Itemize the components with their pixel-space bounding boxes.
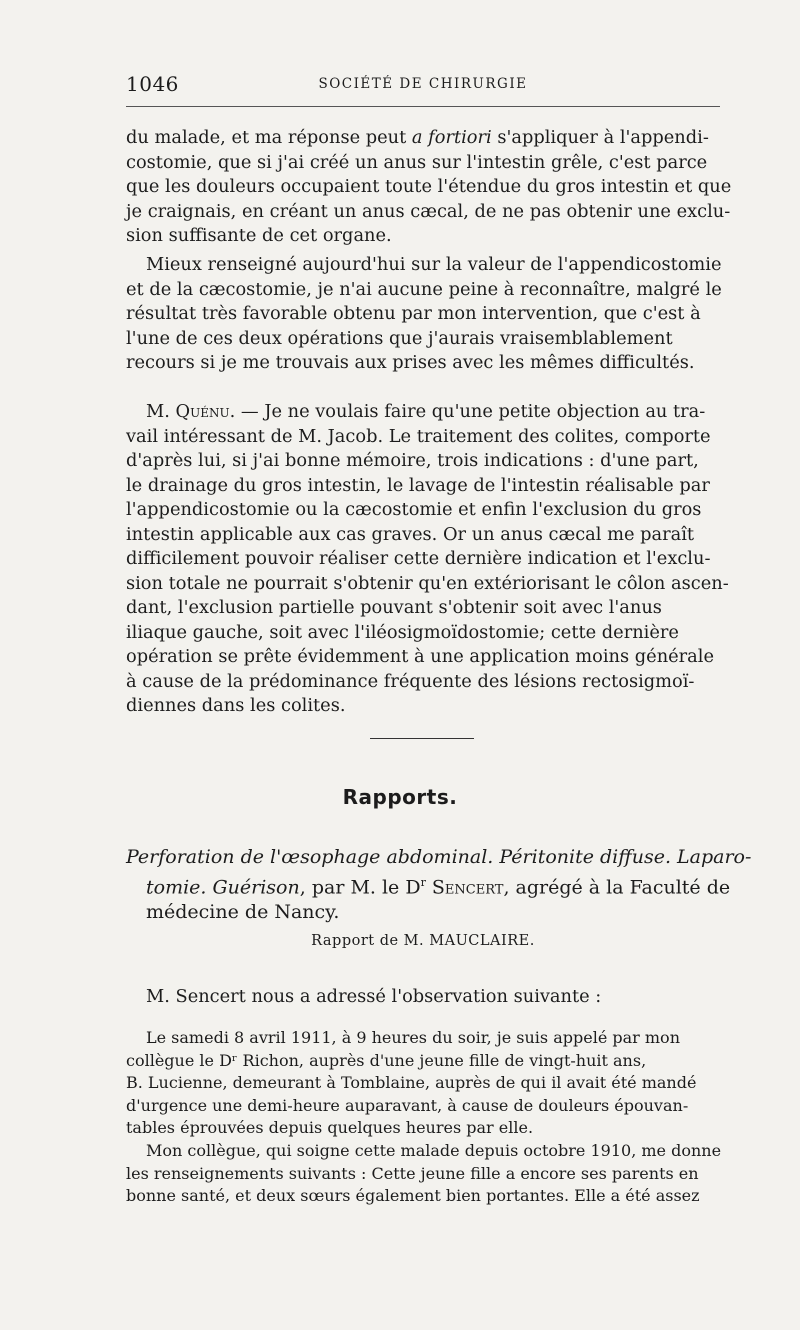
page-number: 1046	[126, 72, 179, 96]
report-title-italic: tomie. Guérison	[146, 876, 300, 899]
observation-paragraph-1	[126, 1027, 722, 1140]
speaker-name: M. Quénu.	[146, 401, 236, 422]
text-line: et de la cæcostomie, je n'ai aucune peine à reconnaître, malgré le	[126, 278, 722, 300]
observation-paragraph-2	[126, 1140, 722, 1208]
text-line: vail intéressant de M. Jacob. Le traitement des colites, comporte	[126, 425, 711, 447]
text-line: tables éprouvées depuis quelques heures par elle.	[126, 1118, 534, 1137]
section-separator	[370, 738, 474, 739]
report-author-prefix: , par M. le D	[299, 876, 421, 899]
report-title	[126, 845, 752, 925]
text-line: iliaque gauche, soit avec l'iléosigmoïdostomie; cette dernière	[126, 621, 679, 643]
text-line: du malade, et ma réponse peut a fortiori s'appliquer à l'appendi-	[126, 127, 709, 148]
page-header	[126, 72, 720, 98]
doctor-superscript: r	[420, 876, 426, 889]
section-title: Rapports.	[342, 785, 458, 809]
author-name: Sencert	[431, 876, 504, 899]
text-line: opération se prête évidemment à une application moins générale	[126, 646, 714, 667]
text-line: je craignais, en créant un anus cæcal, de ne pas obtenir une exclu-	[126, 200, 731, 222]
text-line: Mon collègue, qui soigne cette malade depuis octobre 1910, me donne	[146, 1141, 722, 1160]
text-line: sion suffisante de cet organe.	[126, 225, 392, 246]
report-title-line: médecine de Nancy.	[146, 901, 340, 924]
speaker-text: — Je ne voulais faire qu'une petite objection au tra-	[235, 401, 706, 422]
author-affiliation: , agrégé à la Faculté de	[503, 876, 731, 899]
text-line: l'une de ces deux opérations que j'aurais vraisemblablement	[126, 327, 673, 349]
text-line: Mieux renseigné aujourd'hui sur la valeur de l'appendicostomie	[146, 254, 722, 275]
text-line: intestin applicable aux cas graves. Or un anus cæcal me paraît	[126, 523, 695, 545]
text-line: B. Lucienne, demeurant à Tomblaine, auprès de qui il avait été mandé	[126, 1073, 697, 1092]
text-line: à cause de la prédominance fréquente des lésions rectosigmoï-	[126, 670, 695, 692]
paragraph-1	[126, 126, 732, 249]
text-line: collègue le Dʳ Richon, auprès d'une jeune fille de vingt-huit ans,	[126, 1050, 647, 1070]
text-line: le drainage du gros intestin, le lavage de l'intestin réalisable par	[126, 474, 710, 496]
reporter-line: Rapport de M. MAUCLAIRE.	[311, 933, 535, 949]
report-title-line	[126, 870, 731, 900]
text-line	[126, 400, 722, 425]
text-line: Le samedi 8 avril 1911, à 9 heures du soir, je suis appelé par mon	[146, 1028, 680, 1047]
text-line: d'urgence une demi-heure auparavant, à cause de douleurs épouvan-	[126, 1095, 689, 1115]
paragraph-3	[126, 400, 729, 719]
text-line: que les douleurs occupaient toute l'étendue du gros intestin et que	[126, 176, 732, 197]
header-rule	[126, 106, 720, 107]
text-line: diennes dans les colites.	[126, 695, 346, 716]
text-line: sion totale ne pourrait s'obtenir qu'en extériorisant le côlon ascen-	[126, 572, 729, 594]
text-line: bonne santé, et deux sœurs également bien portantes. Elle a été assez	[126, 1186, 700, 1205]
text-line: les renseignements suivants : Cette jeune fille a encore ses parents en	[126, 1163, 699, 1183]
text-line: difficilement pouvoir réaliser cette dernière indication et l'exclu-	[126, 548, 711, 569]
italic-phrase: a fortiori	[411, 127, 492, 148]
running-head: SOCIÉTÉ DE CHIRURGIE	[318, 76, 528, 92]
text-line: l'appendicostomie ou la cæcostomie et enfin l'exclusion du gros	[126, 499, 702, 520]
report-title-line: Perforation de l'œsophage abdominal. Péritonite diffuse. Laparo-	[126, 846, 752, 868]
text-line: recours si je me trouvais aux prises avec les mêmes difficultés.	[126, 352, 695, 373]
text-line: dant, l'exclusion partielle pouvant s'obtenir soit avec l'anus	[126, 597, 662, 618]
text-line: d'après lui, si j'ai bonne mémoire, trois indications : d'une part,	[126, 450, 699, 471]
paragraph-2	[126, 253, 722, 376]
text-line: résultat très favorable obtenu par mon intervention, que c'est à	[126, 303, 701, 324]
text-line: costomie, que si j'ai créé un anus sur l'intestin grêle, c'est parce	[126, 151, 708, 173]
intro-line: M. Sencert nous a adressé l'observation suivante :	[146, 986, 602, 1007]
